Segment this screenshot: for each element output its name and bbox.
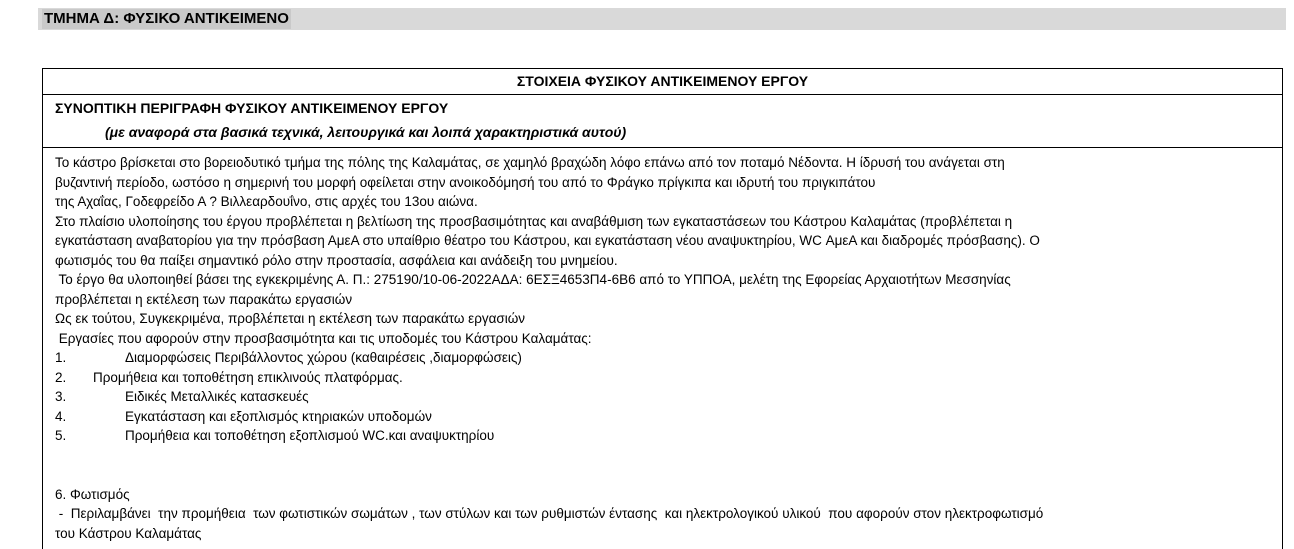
lighting-title: 6. Φωτισμός — [55, 486, 130, 502]
work-item-text: Προμήθεια και τοποθέτηση επικλινούς πλατφόρμας. — [93, 369, 403, 385]
body-line: της Αχαΐας, Γοδεφρείδο Α ? Βιλλεαρδουΐνο, στις αρχές του 13ου αιώνα. — [55, 194, 478, 209]
description-body — [43, 148, 1282, 543]
spacer — [55, 446, 1270, 485]
summary-title: ΣΥΝΟΠΤΙΚΗ ΠΕΡΙΓΡΑΦΗ ΦΥΣΙΚΟΥ ΑΝΤΙΚΕΙΜΕΝΟΥ ΕΡΓΟΥ — [55, 100, 449, 116]
body-line: φωτισμός του θα παίξει σημαντικό ρόλο στην προστασία, ασφάλεια και ανάδειξη του μνημείου. — [55, 252, 618, 268]
body-line: προβλέπεται η εκτέλεση των παρακάτω εργασιών — [55, 291, 353, 307]
work-item-text: Ειδικές Μεταλλικές κατασκευές — [125, 389, 309, 404]
work-item-number: 5. — [55, 428, 67, 443]
lighting-line: - Περιλαμβάνει την προμήθεια των φωτιστικών σωμάτων , των στύλων και των ρυθμιστών έντασης και ηλεκτρολογικού υλικού που αφορούν στον ηλεκτροφωτισμό — [55, 506, 1044, 521]
lighting-line: του Κάστρου Καλαμάτας — [55, 525, 202, 541]
body-line: Στο πλαίσιο υλοποίησης του έργου προβλέπεται η βελτίωση της προσβασιμότητας και αναβάθμιση των εγκαταστάσεων του Κάστρου Καλαμάτας (προβλέπεται η — [55, 213, 1013, 229]
body-line: εγκατάσταση αναβατορίου για την πρόσβαση ΑμεΑ στο υπαίθριο θέατρο του Κάστρου, και εγκατάσταση νέου αναψυκτηρίου, WC ΑμεΑ και διαδρομές πρόσβασης). Ο — [55, 233, 1040, 248]
work-item-number: 1. — [55, 350, 67, 365]
work-item-text: Προμήθεια και τοποθέτηση εξοπλισμού WC.και αναψυκτηρίου — [125, 428, 495, 443]
work-item — [55, 387, 1270, 407]
work-item-number: 4. — [55, 408, 67, 424]
work-item-number: 3. — [55, 389, 67, 404]
summary-header-row — [43, 95, 1282, 148]
work-item — [55, 426, 1270, 446]
summary-note: (με αναφορά στα βασικά τεχνικά, λειτουργικά και λοιπά χαρακτηριστικά αυτού) — [105, 124, 627, 140]
body-line: Το έργο θα υλοποιηθεί βάσει της εγκεκριμένης Α. Π.: 275190/10-06-2022ΑΔΑ: 6ΕΣΞ4653Π4-6Β6 από το ΥΠΠΟΑ, μελέτη της Εφορείας Αρχαιοτήτων Μεσσηνίας — [55, 272, 1011, 287]
work-item-number: 2. — [55, 369, 67, 385]
work-item — [55, 348, 1270, 368]
body-line: Εργασίες που αφορούν στην προσβασιμότητα και τις υποδομές του Κάστρου Καλαμάτας: — [55, 330, 592, 346]
form-header: ΣΤΟΙΧΕΙΑ ΦΥΣΙΚΟΥ ΑΝΤΙΚΕΙΜΕΝΟΥ ΕΡΓΟΥ — [43, 69, 1282, 95]
body-line: Το κάστρο βρίσκεται στο βορειοδυτικό τμήμα της πόλης της Καλαμάτας, σε χαμηλό βραχώδη λόφο επάνω από τον ποταμό Νέδοντα. Η ίδρυσή του ανάγεται στη — [55, 155, 1005, 170]
work-item-text: Εγκατάσταση και εξοπλισμός κτηριακών υποδομών — [125, 408, 432, 424]
section-title: ΤΜΗΜΑ Δ: ΦΥΣΙΚΟ ΑΝΤΙΚΕΙΜΕΝΟ — [44, 10, 289, 27]
physical-object-form — [42, 68, 1283, 549]
work-item — [55, 407, 1270, 427]
work-item — [55, 368, 1270, 388]
body-line: βυζαντινή περίοδο, ωστόσο η σημερινή του μορφή οφείλεται στην ανοικοδόμησή του από το Φράγκο πρίγκιπα και ιδρυτή του πριγκιπάτου — [55, 174, 876, 190]
body-line: Ως εκ τούτου, Συγκεκριμένα, προβλέπεται η εκτέλεση των παρακάτω εργασιών — [55, 311, 526, 326]
work-item-text: Διαμορφώσεις Περιβάλλοντος χώρου (καθαιρέσεις ,διαμορφώσεις) — [125, 350, 522, 365]
